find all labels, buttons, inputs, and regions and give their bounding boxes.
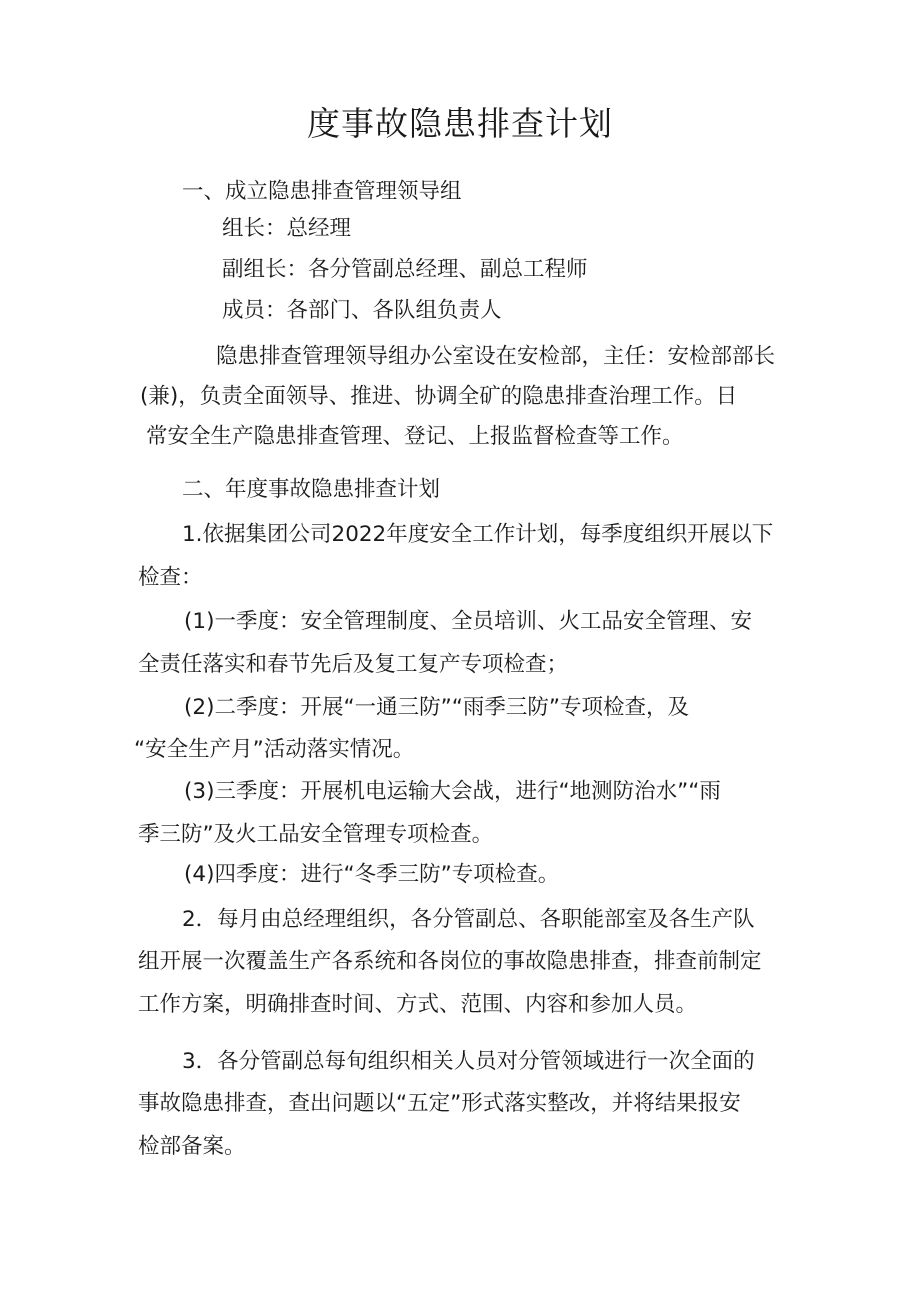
office-paragraph-line: 常安全生产隐患排查管理、登记、上报监督检查等工作。 (146, 424, 684, 449)
section-heading-2: 二、年度事故隐患排查计划 (182, 477, 441, 502)
office-paragraph-line: (兼)，负责全面领导、推进、协调全矿的隐患排查治理工作。日 (140, 384, 738, 409)
item-3-line: 检部备案。 (138, 1134, 246, 1159)
q3-line: (3)三季度：开展机电运输大会战，进行“地测防治水”“雨 (184, 779, 721, 804)
q2-line: “安全生产月”活动落实情况。 (134, 737, 415, 762)
item-3-line: 3．各分管副总每旬组织相关人员对分管领域进行一次全面的 (182, 1049, 755, 1074)
item-1-line: 检查： (138, 565, 203, 590)
office-paragraph-line: 隐患排查管理领导组办公室设在安检部，主任：安检部部长 (216, 344, 776, 369)
item-3-line: 事故隐患排查，查出问题以“五定”形式落实整改，并将结果报安 (138, 1091, 741, 1116)
section-heading-1: 一、成立隐患排查管理领导组 (182, 179, 462, 204)
q1-line: (1)一季度：安全管理制度、全员培训、火工品安全管理、安 (184, 609, 752, 634)
deputy-line: 副组长：各分管副总经理、副总工程师 (222, 257, 588, 282)
page-title: 度事故隐患排查计划 (307, 104, 613, 143)
q4-line: (4)四季度：进行“冬季三防”专项检查。 (184, 862, 560, 887)
leader-line: 组长：总经理 (222, 216, 352, 241)
q2-line: (2)二季度：开展“一通三防”“雨季三防”专项检查，及 (184, 695, 690, 720)
item-2-line: 2．每月由总经理组织，各分管副总、各职能部室及各生产队 (182, 907, 755, 932)
item-2-line: 工作方案，明确排查时间、方式、范围、内容和参加人员。 (138, 992, 698, 1017)
q3-line: 季三防”及火工品安全管理专项检查。 (138, 822, 494, 847)
q1-line: 全责任落实和春节先后及复工复产专项检查； (138, 652, 569, 677)
members-line: 成员：各部门、各队组负责人 (222, 298, 502, 323)
item-1-line: 1.依据集团公司2022年度安全工作计划，每季度组织开展以下 (182, 522, 774, 547)
item-2-line: 组开展一次覆盖生产各系统和各岗位的事故隐患排查，排查前制定 (138, 949, 762, 974)
